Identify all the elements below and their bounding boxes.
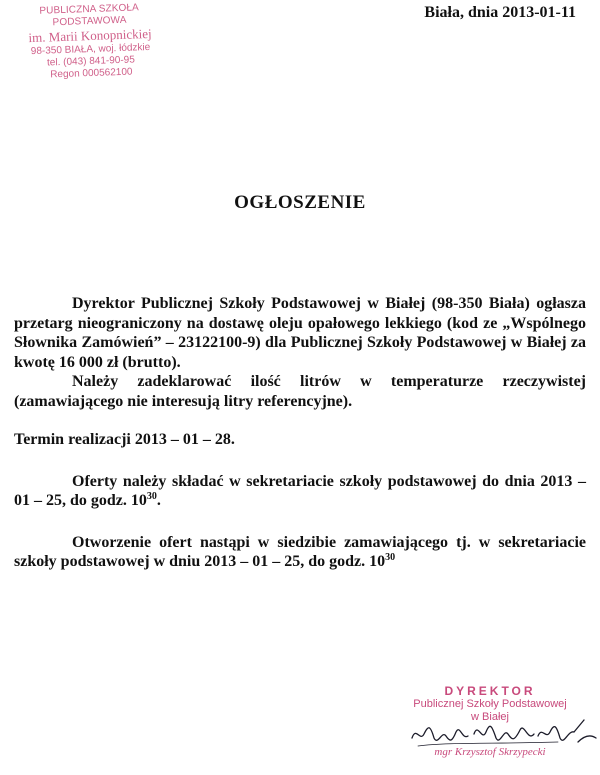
paragraph-declaration: Należy zadeklarować ilość litrów w temperaturze rzeczywistej (zamawiającego nie interesują litry referencyjne). (14, 373, 586, 410)
handwritten-signature (408, 712, 598, 752)
opening-text: Otworzenie ofert nastąpi w siedzibie zamawiającego tj. w sekretariacie szkoły podstawowej w dniu 2013 – 01 – 25, do godz. 10 (14, 533, 586, 570)
director-stamp-line2: w Białej (471, 711, 509, 723)
paragraph-offers (14, 472, 586, 511)
director-stamp-title: DYREKTOR (444, 684, 536, 698)
director-stamp-name: mgr Krzysztof Skrzypecki (434, 746, 546, 758)
school-stamp-line5: Regon 000562100 (50, 66, 133, 81)
document-title: OGŁOSZENIE (234, 192, 366, 213)
paragraph-opening (14, 533, 586, 572)
school-stamp-line2: im. Marii Konopnickiej (28, 25, 152, 46)
paragraph-deadline: Termin realizacji 2013 – 01 – 28. (14, 431, 235, 448)
offers-text: Oferty należy składać w sekretariacie szkoły podstawowej do dnia 2013 – 01 – 25, do godz. 10 (14, 472, 586, 509)
opening-time-sup: 30 (385, 552, 396, 563)
school-stamp-line1: PUBLICZNA SZKOŁA PODSTAWOWA (39, 2, 140, 29)
document-date: Biała, dnia 2013-01-11 (424, 4, 576, 21)
school-stamp-line3: 98-350 BIAŁA, woj. łódzkie (30, 41, 151, 58)
school-stamp-line4: tel. (043) 841-90-95 (46, 54, 136, 69)
school-stamp (4, 1, 177, 83)
paragraph-announcement: Dyrektor Publicznej Szkoły Podstawowej w Białej (98-350 Biała) ogłasza przetarg nieograniczony na dostawę oleju opałowego lekkiego (kod ze „Wspólnego Słownika Zamówień” – 23122100-9) dla Publicznej Szkoły Podstawowej w Białej za kwotę 16 000 zł (brutto). (14, 295, 586, 371)
offers-end: . (156, 492, 161, 509)
offers-time-sup: 30 (146, 491, 157, 502)
director-stamp-line1: Publicznej Szkoły Podstawowej (413, 698, 567, 710)
document-body (14, 294, 586, 572)
